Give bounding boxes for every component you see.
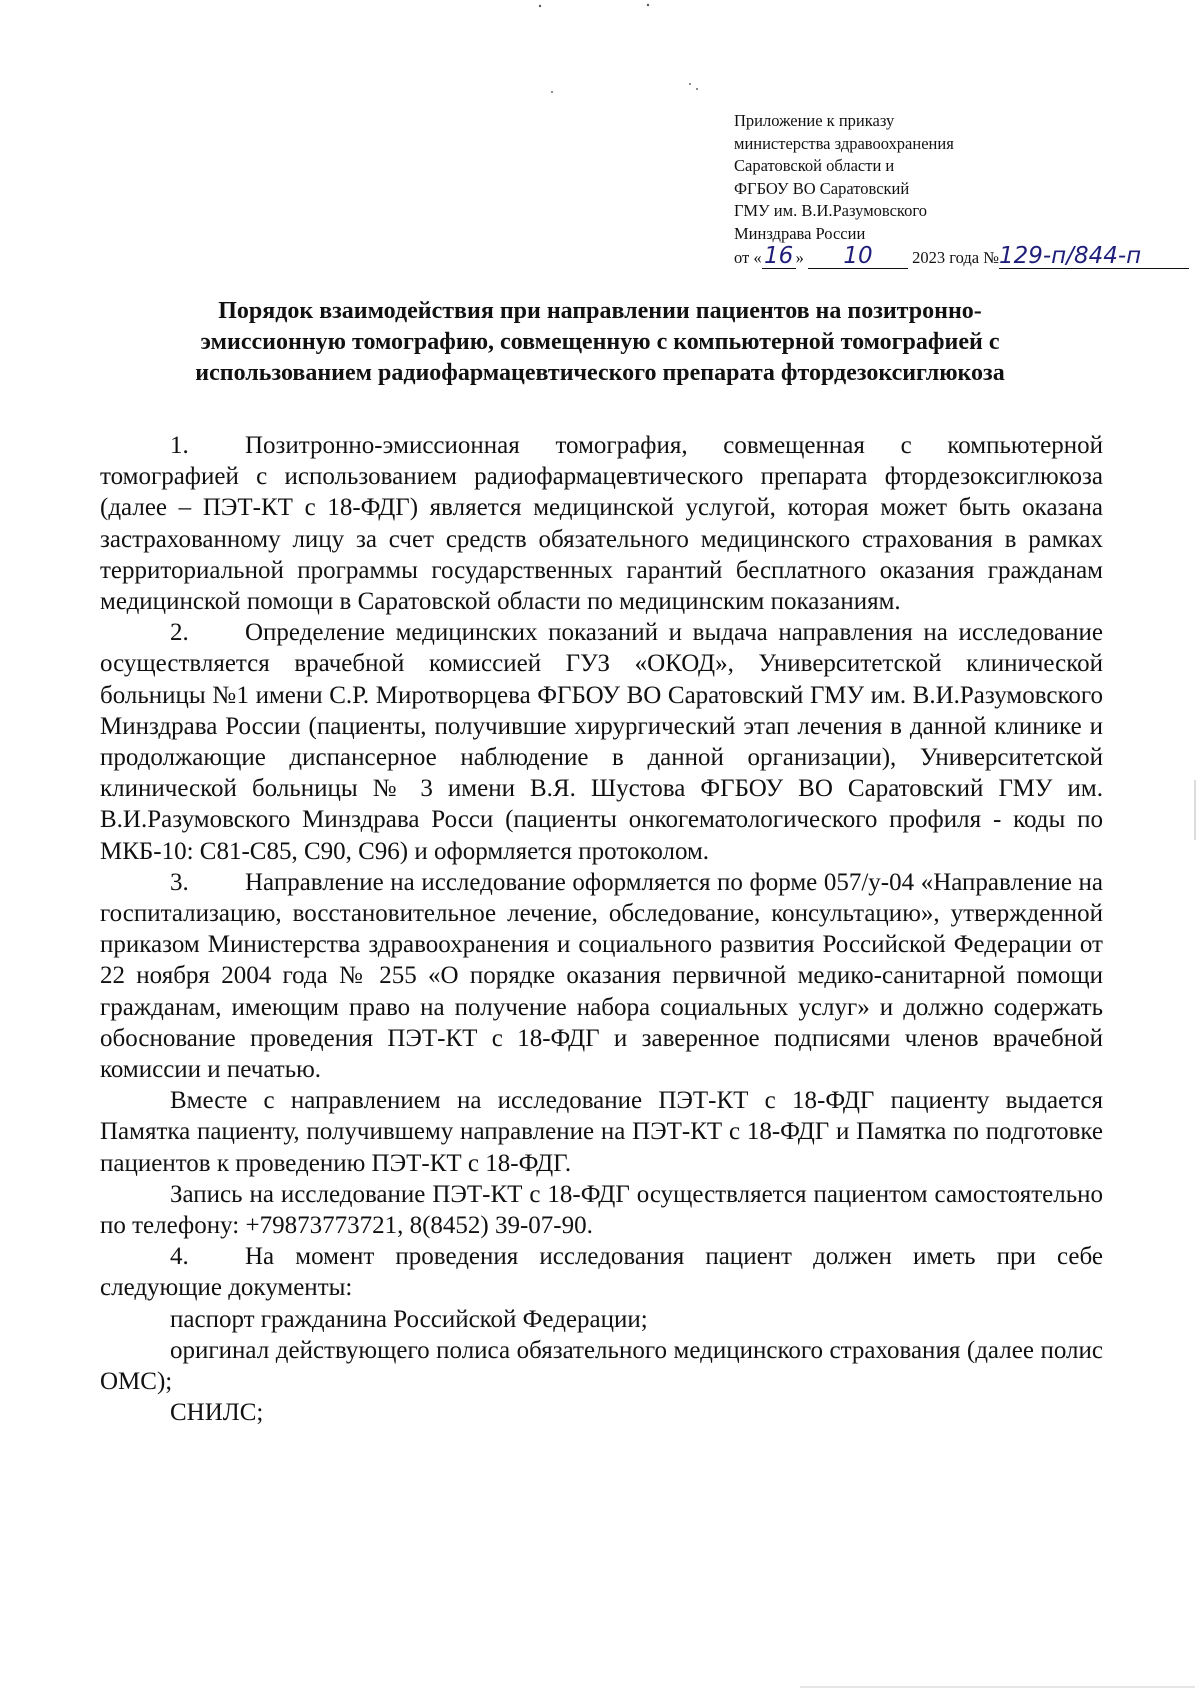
document-item: паспорт гражданина Российской Федерации; xyxy=(170,1305,648,1333)
approval-date-line xyxy=(734,245,1174,270)
handwritten-month: 10 xyxy=(808,245,908,269)
approval-line: ГМУ им. В.И.Разумовского xyxy=(734,201,927,220)
document-item: оригинал действующего полиса обязательного медицинского страхования (далее полис ОМС); xyxy=(100,1336,1103,1396)
section-text: Определение медицинских показаний и выдача направления на исследование осуществляется врачебной комиссией ГУЗ «ОКОД», Университетской клинической больницы №1 имени С.Р. Миротворцева ФГБОУ ВО Саратовский ГМУ им. В.И.Разумовского Минздрава России (пациенты, получившие хирургический этап лечения в данной клинике и продолжающие диспансерное наблюдение в данной организации), Университетской клинической больницы № 3 имени В.Я. Шустова ФГБОУ ВО Саратовский ГМУ им. В.И.Разумовского Минздрава Росси (пациенты онкогематологического профиля - коды по МКБ-10: С81-С85, С90, С96) и оформляется протоколом. xyxy=(100,619,1103,865)
section-4 xyxy=(100,1241,1103,1303)
approval-line: Саратовской области и xyxy=(734,156,895,175)
approval-line: ФГБОУ ВО Саратовский xyxy=(734,178,910,198)
section-number: 2. xyxy=(170,619,189,647)
section-text: На момент проведения исследования пациент должен иметь при себе следующие документы: xyxy=(100,1243,1103,1302)
title-line: эмиссионную томографию, совмещенную с компьютерной томографией с xyxy=(200,329,1000,355)
handwritten-order-number: 129-п/844-п xyxy=(999,245,1189,269)
section-3 xyxy=(100,867,1103,1085)
handwritten-day: 16 xyxy=(762,245,796,269)
section-1 xyxy=(100,430,1103,617)
section-number: 3. xyxy=(170,868,189,896)
document-body xyxy=(100,430,1103,1429)
approval-line: министерства здравоохранения xyxy=(734,133,954,153)
title-line: использованием радиофармацевтического препарата фтордезоксиглюкоза xyxy=(195,360,1005,386)
section-text: Позитронно-эмиссионная томография, совмещенная с компьютерной томографией с использованием радиофармацевтического препарата фтордезоксиглюкоза (далее – ПЭТ-КТ с 18-ФДГ) является медицинской услугой, которая может быть оказана застрахованному лицу за счет средств обязательного медицинского страхования в рамках территориальной программы государственных гарантий бесплатного оказания гражданам медицинской помощи в Саратовской области по медицинским показаниям. xyxy=(100,432,1103,616)
document-item: СНИЛС; xyxy=(170,1399,264,1427)
memo-paragraph: Вместе с направлением на исследование ПЭТ-КТ с 18-ФДГ пациенту выдается Памятка пациенту, получившему направление на ПЭТ-КТ с 18-ФДГ и Памятка по подготовке пациентов к проведению ПЭТ-КТ с 18-ФДГ. xyxy=(100,1087,1103,1177)
date-quote: » xyxy=(795,248,804,267)
phone-paragraph: Запись на исследование ПЭТ-КТ с 18-ФДГ осуществляется пациентом самостоятельно по телефону: +79873773721, 8(8452) 39-07-90. xyxy=(100,1180,1103,1240)
section-2 xyxy=(100,617,1103,867)
section-text: Направление на исследование оформляется по форме 057/у-04 «Направление на госпитализацию, восстановительное лечение, обследование, консультацию», утвержденной приказом Министерства здравоохранения и социального развития Российской Федерации от 22 ноября 2004 года № 255 «О порядке оказания первичной медико-санитарной помощи гражданам, имеющим право на получение набора социальных услуг» и должно содержать обоснование проведения ПЭТ-КТ с 18-ФДГ и заверенное подписями членов врачебной комиссии и печатью. xyxy=(100,868,1103,1084)
document-title xyxy=(100,296,1100,389)
section-number: 1. xyxy=(170,432,189,459)
title-line: Порядок взаимодействия при направлении пациентов на позитронно- xyxy=(218,298,982,324)
date-year: 2023 года № xyxy=(912,248,999,267)
date-prefix: от « xyxy=(734,248,762,267)
section-number: 4. xyxy=(170,1243,189,1271)
approval-line: Минздрава России xyxy=(734,223,866,243)
approval-line: Приложение к приказу xyxy=(734,111,895,130)
approval-note xyxy=(734,110,1174,270)
